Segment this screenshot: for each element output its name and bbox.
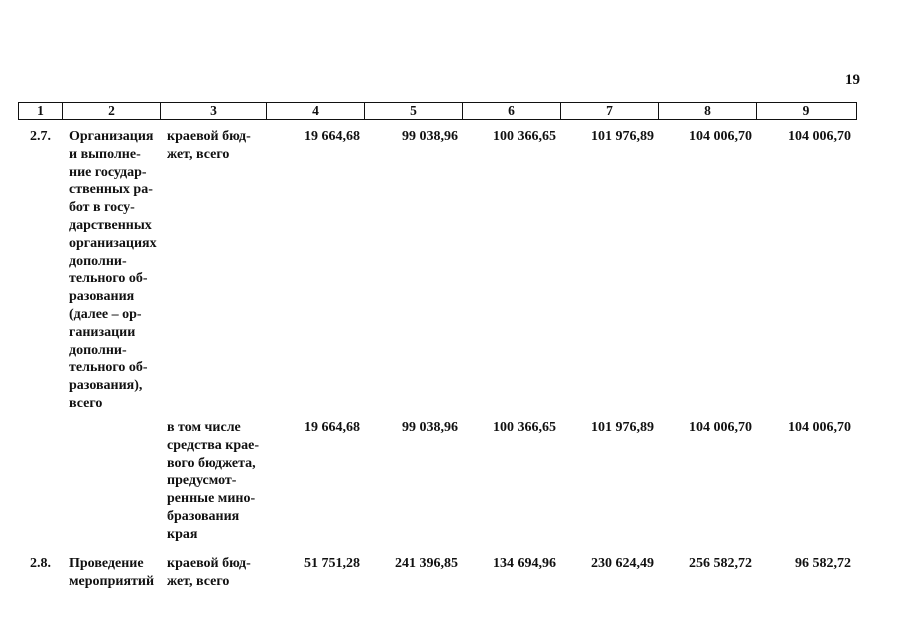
measure-name-line: мероприятий <box>69 573 155 589</box>
amount-cell-col-4: 19 664,68 <box>304 129 360 144</box>
funding-source-line: жет, всего <box>167 573 230 589</box>
header-cell-8: 8 <box>659 103 757 119</box>
funding-source-line: средства крае- <box>167 437 259 453</box>
amount-cell-col-4: 19 664,68 <box>304 420 360 435</box>
header-cell-2: 2 <box>63 103 161 119</box>
measure-name-line: бот в госу- <box>69 200 135 216</box>
measure-name-line: ганизации <box>69 324 136 340</box>
measure-name-line: тельного об- <box>69 271 148 287</box>
amount-cell-col-7: 101 976,89 <box>591 129 654 144</box>
measure-name-line: тельного об- <box>69 360 148 376</box>
funding-source-line: жет, всего <box>167 146 230 162</box>
measure-name-line: разования <box>69 289 135 305</box>
amount-cell-col-9: 104 006,70 <box>788 129 851 144</box>
amount-cell-col-8: 104 006,70 <box>689 129 752 144</box>
amount-cell-col-7: 101 976,89 <box>591 420 654 435</box>
measure-name-line: Проведение <box>69 556 144 571</box>
amount-cell-col-9: 104 006,70 <box>788 420 851 435</box>
amount-cell-col-5: 99 038,96 <box>402 129 458 144</box>
header-cell-9: 9 <box>802 103 810 118</box>
measure-name-line: ние государ- <box>69 164 147 180</box>
measure-name-line: организациях <box>69 235 157 251</box>
measure-name-line: дополни- <box>69 253 127 269</box>
row-number: 2.8. <box>30 556 51 571</box>
funding-source-line: ренные мино- <box>167 491 256 507</box>
amount-cell-col-6: 100 366,65 <box>493 129 556 144</box>
measure-name-line: ственных ра- <box>69 182 153 198</box>
table-header-row <box>18 102 857 120</box>
amount-cell-col-7: 230 624,49 <box>591 556 654 571</box>
header-cell-5: 5 <box>365 103 463 119</box>
funding-source-line: краевой бюд- <box>167 129 251 144</box>
measure-name-line: дарственных <box>69 218 152 233</box>
header-cell-4: 4 <box>267 103 365 119</box>
measure-name-line: разования), <box>69 378 143 394</box>
amount-cell-col-6: 100 366,65 <box>493 420 556 435</box>
row-number: 2.7. <box>30 129 51 144</box>
funding-source-line: предусмот- <box>167 473 237 489</box>
header-cell-1: 1 <box>19 103 63 119</box>
amount-cell-col-5: 99 038,96 <box>402 420 458 435</box>
funding-source-line: бразования <box>167 509 240 524</box>
amount-cell-col-8: 104 006,70 <box>689 420 752 435</box>
amount-cell-col-8: 256 582,72 <box>689 556 752 571</box>
funding-source-line: краевой бюд- <box>167 556 251 571</box>
header-cell-6: 6 <box>463 103 561 119</box>
measure-name-line: и выполне- <box>69 146 141 162</box>
amount-cell-col-6: 134 694,96 <box>493 556 556 571</box>
amount-cell-col-5: 241 396,85 <box>395 556 458 571</box>
header-cell-7: 7 <box>561 103 659 119</box>
funding-source-line: вого бюджета, <box>167 455 256 471</box>
measure-name-line: Организация <box>69 129 154 144</box>
funding-source-line: края <box>167 526 198 542</box>
amount-cell-col-4: 51 751,28 <box>304 556 360 571</box>
measure-name-line: (далее – ор- <box>69 307 142 322</box>
amount-cell-col-9: 96 582,72 <box>795 556 851 571</box>
measure-name-line: дополни- <box>69 342 127 358</box>
funding-source-line: в том числе <box>167 420 241 435</box>
measure-name-line: всего <box>69 396 103 411</box>
header-cell-3: 3 <box>161 103 267 119</box>
page-number: 19 <box>845 72 860 88</box>
